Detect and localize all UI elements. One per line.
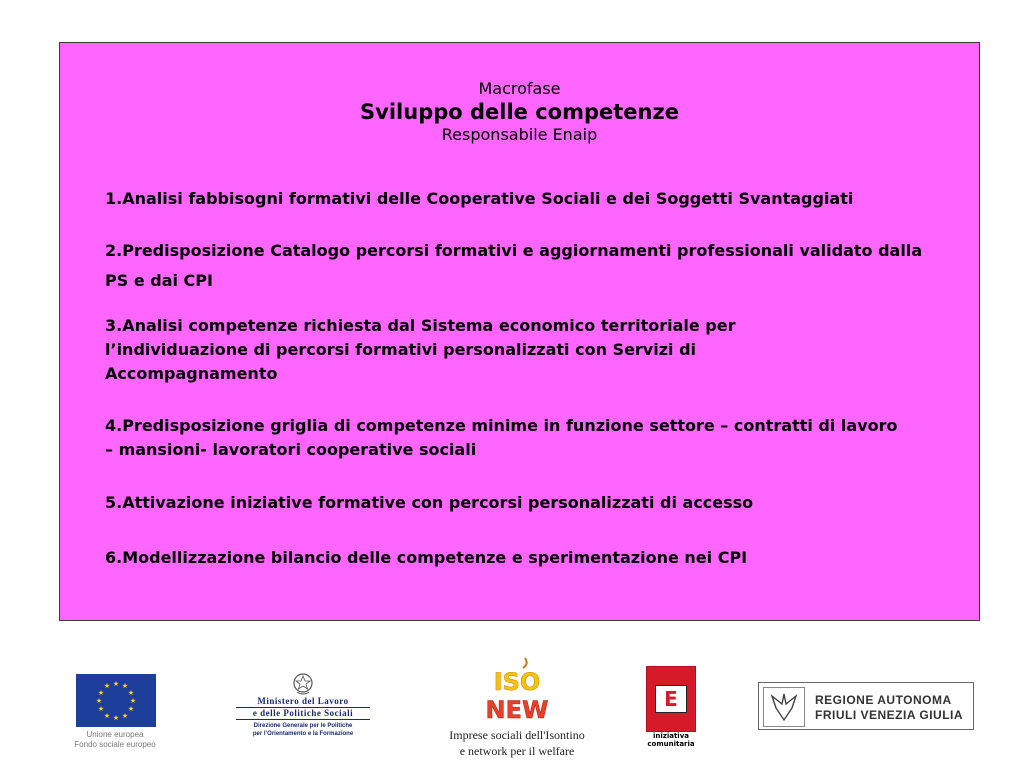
svg-text:★: ★ [97, 705, 105, 713]
equal-letter: E [655, 685, 687, 713]
isonew-mark-icon [485, 656, 549, 726]
list-item: 4.Predisposizione griglia di competenze minime in funzione settore – contratti di lavoro – mansioni- lavoratori cooperative sociali [105, 416, 898, 459]
macrofase-label: Macrofase [478, 79, 561, 98]
list-item: 2.Predisposizione Catalogo percorsi formativi e aggiornamenti professionali validato dalla PS e dai CPI [105, 241, 923, 290]
svg-text:★: ★ [129, 697, 137, 705]
svg-text:★: ★ [127, 705, 135, 713]
responsabile-label: Responsabile Enaip [441, 125, 598, 144]
svg-text:ISO: ISO [493, 668, 541, 696]
svg-text:★: ★ [95, 697, 103, 705]
regione-logo [758, 682, 974, 730]
svg-text:★: ★ [112, 714, 120, 722]
equal-caption-2: comunitaria [647, 740, 695, 748]
slide-content-box [59, 42, 980, 621]
eu-caption-2: Fondo sociale europeo [74, 740, 156, 749]
svg-text:★: ★ [112, 680, 120, 688]
svg-text:★: ★ [121, 712, 129, 720]
equal-mark-icon [646, 666, 696, 732]
equal-caption-1: iniziativa [652, 732, 689, 740]
eagle-emblem-icon [763, 687, 805, 727]
isonew-caption-2: e network per il welfare [459, 744, 575, 758]
svg-text:★: ★ [103, 682, 111, 690]
italian-emblem-icon [292, 672, 314, 696]
isonew-logo [442, 656, 592, 758]
eu-flag-icon [76, 674, 156, 727]
ministero-sub2: per l’Orientamento e la Formazione [252, 731, 354, 737]
list-item: 5.Attivazione iniziative formative con percorsi personalizzati di accesso [105, 493, 754, 512]
list-item: 1.Analisi fabbisogni formativi delle Cooperative Sociali e dei Soggetti Svantaggiati [105, 189, 854, 208]
svg-text:★: ★ [121, 682, 129, 690]
svg-text:★: ★ [97, 689, 105, 697]
svg-text:★: ★ [103, 712, 111, 720]
equal-logo [644, 666, 698, 748]
regione-line2: FRIULI VENEZIA GIULIA [815, 708, 964, 722]
sponsor-logos [0, 640, 1024, 768]
svg-text:NEW: NEW [485, 696, 549, 724]
ministero-sub1: Direzione Generale per le Politiche [253, 723, 353, 729]
isonew-caption-1: Imprese sociali dell'Isontino [449, 728, 585, 742]
list-item: 3.Analisi competenze richiesta dal Sistema economico territoriale per l’individuazione di percorsi formativi personalizzati con Servizi di Accompagnamento [105, 316, 736, 383]
ministero-logo [236, 672, 370, 738]
ministero-line1: Ministero del Lavoro [257, 696, 349, 706]
page-title: Sviluppo delle competenze [360, 100, 679, 124]
slide-header [60, 79, 979, 145]
regione-line1: REGIONE AUTONOMA [815, 693, 952, 707]
svg-text:★: ★ [127, 689, 135, 697]
ministero-line2: e delle Politiche Sociali [236, 707, 370, 720]
eu-logo [72, 674, 158, 750]
eu-caption-1: Unione europea [86, 730, 144, 739]
list-item: 6.Modellizzazione bilancio delle competenze e sperimentazione nei CPI [105, 548, 748, 567]
